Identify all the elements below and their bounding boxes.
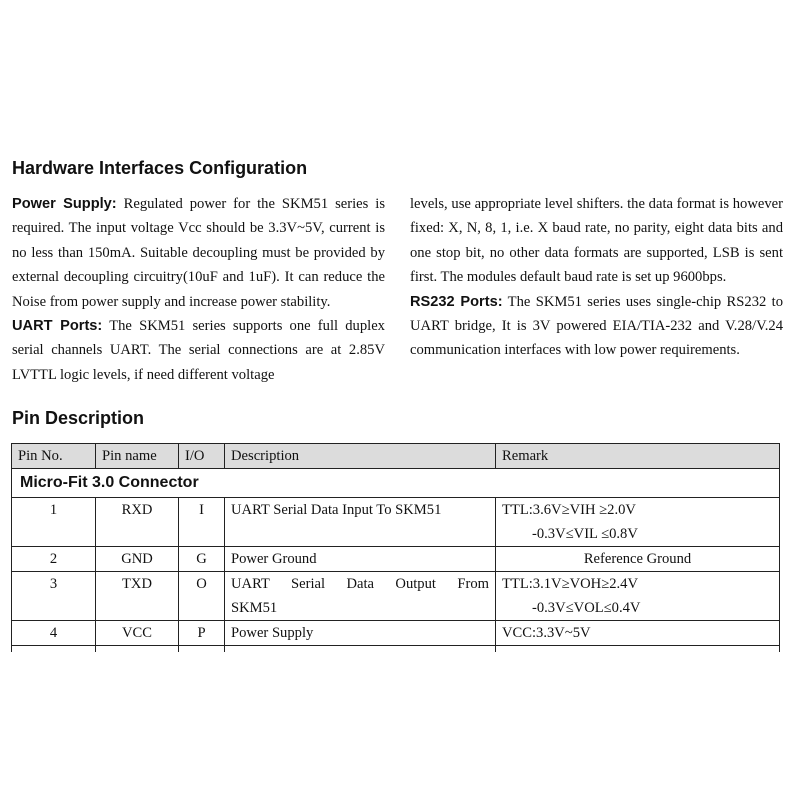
table-row [12, 621, 780, 646]
header-description: Description [225, 444, 496, 469]
pin-table [11, 443, 780, 652]
header-io: I/O [179, 444, 225, 469]
uart-continuation: levels, use appropriate level shifters. the data format is however fixed: X, N, 8, 1, i.e. X baud rate, no parity, eight data bits and one stop bit, no other data formats are supported, LSB is sent first. The modules default baud rate is set up 9600bps. [410, 196, 783, 286]
pin-name-cell: TXD [96, 572, 179, 621]
power-supply-paragraph [12, 192, 385, 314]
rs232-heading: RS232 Ports: [410, 293, 503, 310]
io-cell: G [179, 547, 225, 572]
remark-line: -0.3V≤VIL ≤0.8V [532, 526, 638, 542]
power-supply-text: Regulated power for the SKM51 series is required. The input voltage Vcc should be 3.3V~5V, current is no less than 150mA. Suitable decoupling must be provided by external decoupling circuitry(10uF and 1uF). It can reduce the Noise from power supply and increase power stability. [12, 196, 386, 310]
pin-no-cell: 2 [12, 547, 96, 572]
rs232-paragraph [410, 290, 783, 363]
cut-cell [179, 646, 225, 653]
header-pin-name: Pin name [96, 444, 179, 469]
remark-line: VCC:3.3V~5V [502, 625, 591, 641]
table-row-cut [12, 646, 780, 653]
connector-group-label: Micro-Fit 3.0 Connector [12, 469, 780, 498]
table-header-row [12, 444, 780, 469]
cut-cell [225, 646, 496, 653]
left-column [12, 192, 385, 387]
io-cell: P [179, 621, 225, 646]
cut-cell [496, 646, 780, 653]
uart-paragraph [12, 314, 385, 387]
remark-cell [496, 621, 780, 646]
table-row [12, 498, 780, 547]
table-row [12, 572, 780, 621]
remark-line: TTL:3.1V≥VOH≥2.4V [502, 576, 638, 592]
right-column [410, 192, 783, 363]
header-pin-no: Pin No. [12, 444, 96, 469]
power-supply-heading: Power Supply: [12, 196, 117, 212]
header-remark: Remark [496, 444, 780, 469]
table-row [12, 547, 780, 572]
description-cell: Power Supply [225, 621, 496, 646]
description-cell [225, 572, 496, 621]
io-cell: O [179, 572, 225, 621]
uart-text: The SKM51 series supports one full duplex serial channels UART. The serial connections are at 2.85V LVTTL logic levels, if need different voltage [12, 318, 385, 383]
remark-cell [496, 498, 780, 547]
io-cell: I [179, 498, 225, 547]
pin-description-title: Pin Description [12, 408, 145, 428]
pin-no-cell: 4 [12, 621, 96, 646]
description-cell: Power Ground [225, 547, 496, 572]
description-cell: UART Serial Data Input To SKM51 [225, 498, 496, 547]
description-line: SKM51 [231, 600, 278, 616]
group-row [12, 469, 780, 498]
description-line: UART Serial Data Output From [231, 576, 489, 592]
pin-no-cell: 3 [12, 572, 96, 621]
cut-cell [96, 646, 179, 653]
pin-no-cell: 1 [12, 498, 96, 547]
rs232-text: The SKM51 series uses single-chip RS232 to UART bridge, It is 3V powered EIA/TIA-232 and V.28/V.24 communication interfaces with low power requirements. [410, 293, 784, 359]
remark-cell [496, 547, 780, 572]
section-title: Hardware Interfaces Configuration [12, 158, 308, 178]
remark-line: -0.3V≤VOL≤0.4V [532, 600, 641, 616]
remark-line: Reference Ground [583, 551, 692, 567]
pin-name-cell: RXD [96, 498, 179, 547]
pin-name-cell: GND [96, 547, 179, 572]
remark-cell [496, 572, 780, 621]
cut-cell [12, 646, 96, 653]
remark-line: TTL:3.6V≥VIH ≥2.0V [502, 502, 636, 518]
pin-name-cell: VCC [96, 621, 179, 646]
uart-heading: UART Ports: [12, 318, 103, 335]
